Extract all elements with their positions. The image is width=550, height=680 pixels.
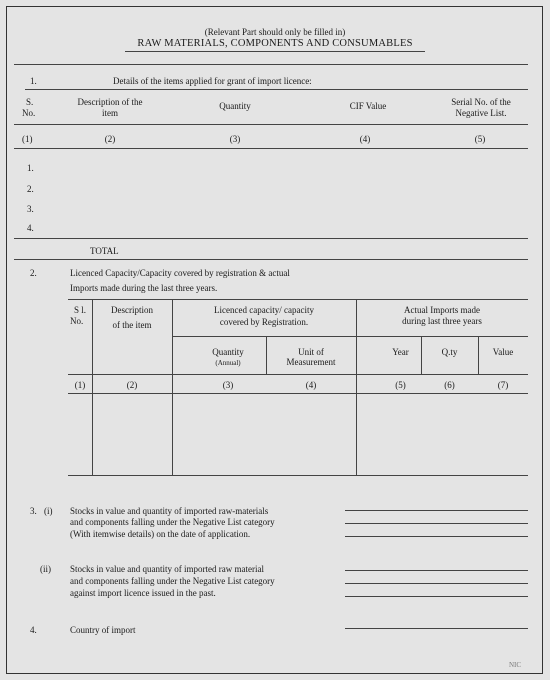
s2-col-value: Value	[492, 347, 514, 357]
s2-header-rule	[68, 374, 528, 375]
s2-col-actual-2: during last three years	[402, 316, 482, 326]
section3-i-line-3: (With itemwise details) on the date of application.	[70, 529, 251, 539]
s1-colnum-1: (1)	[22, 134, 33, 144]
s2-colnum-1: (1)	[74, 380, 86, 390]
s2-table-top-rule	[68, 299, 528, 300]
s1-col-sno-2: No.	[22, 108, 36, 118]
s1-col-desc-2: item	[102, 108, 118, 118]
s2-col-year: Year	[392, 347, 409, 357]
s2-col-sl-2: No.	[70, 316, 84, 326]
s2-colnum-6: (6)	[444, 380, 455, 390]
s1-total-top-rule	[14, 238, 528, 239]
s1-colnum-5: (5)	[474, 134, 486, 144]
section1-heading: Details of the items applied for grant of import licence:	[113, 76, 312, 86]
s2-col-desc-1: Description	[111, 305, 153, 315]
s2-lic-subrule	[172, 336, 356, 337]
s2-col-actual-1: Actual Imports made	[404, 305, 480, 315]
s3-ii-fill-line-1	[345, 570, 528, 571]
section3-i-label: (i)	[44, 506, 53, 516]
s2-colnum-3: (3)	[222, 380, 234, 390]
header-note: (Relevant Part should only be filled in)	[204, 27, 346, 37]
s2-table-bottom-rule	[68, 475, 528, 476]
s1-col-serial-2: Negative List.	[455, 108, 507, 118]
s2-col-qty2: Q.ty	[441, 347, 458, 357]
section1-top-rule	[14, 64, 528, 65]
s2-colnum-7: (7)	[497, 380, 509, 390]
section2-heading-2: Imports made during the last three years.	[70, 283, 218, 293]
section1-heading-rule	[25, 89, 528, 90]
s2-colnum-4: (4)	[305, 380, 317, 390]
s2-col-qty: Quantity	[212, 347, 244, 357]
s1-col-sno-1: S.	[26, 97, 34, 107]
section1-number: 1.	[30, 76, 37, 86]
s1-colnum-4: (4)	[359, 134, 371, 144]
s1-colnum-rule	[14, 148, 528, 149]
s3-i-fill-line-3	[345, 536, 528, 537]
s2-colnum-5: (5)	[395, 380, 406, 390]
s4-fill-line	[345, 628, 528, 629]
s1-col-serial-1: Serial No. of the	[451, 97, 511, 107]
section3-ii-label: (ii)	[40, 564, 51, 574]
section3-ii-line-3: against import licence issued in the past.	[70, 588, 216, 598]
section4-label: Country of import	[70, 625, 136, 635]
s2-col-unit-1: Unit of	[298, 347, 324, 357]
s1-row-2: 2.	[27, 184, 34, 194]
s3-i-fill-line-2	[345, 523, 528, 524]
section4-number: 4.	[30, 625, 37, 635]
s2-colnum-2: (2)	[126, 380, 138, 390]
s1-total-label: TOTAL	[90, 246, 119, 256]
s3-i-fill-line-1	[345, 510, 528, 511]
section3-i-line-2: and components falling under the Negative List category	[70, 517, 275, 527]
s2-col-unit-2: Measurement	[286, 357, 336, 367]
form-title: RAW MATERIALS, COMPONENTS AND CONSUMABLES	[137, 38, 413, 49]
section3-number: 3.	[30, 506, 37, 516]
s2-actual-subrule	[356, 336, 528, 337]
s1-colnum-2: (2)	[104, 134, 116, 144]
s3-ii-fill-line-2	[345, 583, 528, 584]
s1-row-4: 4.	[27, 223, 34, 233]
s1-col-qty: Quantity	[219, 101, 251, 111]
s1-total-bottom-rule	[14, 259, 528, 260]
s1-header-rule	[14, 124, 528, 125]
s1-row-3: 3.	[27, 204, 34, 214]
s1-row-1: 1.	[27, 163, 34, 173]
section2-number: 2.	[30, 268, 37, 278]
s1-col-cif: CIF Value	[349, 101, 387, 111]
s2-col-desc-2: of the item	[112, 320, 152, 330]
section2-heading-1: Licenced Capacity/Capacity covered by registration & actual	[70, 268, 290, 278]
s2-col-lic-2: covered by Registration.	[219, 317, 309, 327]
s2-col-lic-1: Licenced capacity/ capacity	[214, 305, 314, 315]
title-underline	[125, 51, 425, 52]
footer-mark: NIC	[509, 661, 522, 669]
section3-ii-line-2: and components falling under the Negative List category	[70, 576, 275, 586]
section3-i-line-1: Stocks in value and quantity of imported raw-materials	[70, 506, 269, 516]
s1-colnum-3: (3)	[229, 134, 241, 144]
s2-colnum-rule	[68, 393, 528, 394]
s1-col-desc-1: Description of the	[77, 97, 143, 107]
s2-col-sl-1: S l.	[74, 305, 87, 315]
section3-ii-line-1: Stocks in value and quantity of imported raw material	[70, 564, 264, 574]
s2-col-qty-sub: (Annual)	[215, 359, 241, 367]
s3-ii-fill-line-3	[345, 596, 528, 597]
